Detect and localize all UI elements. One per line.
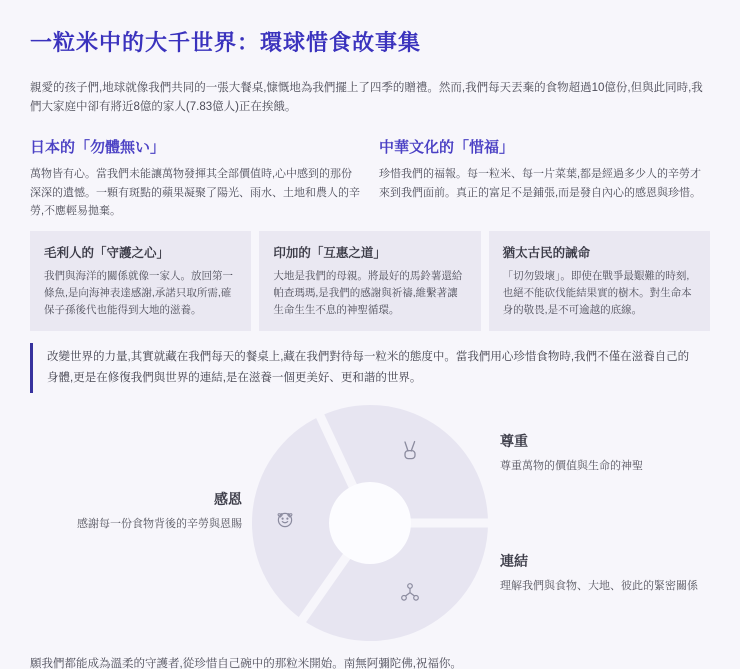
respect-title: 尊重 bbox=[500, 432, 528, 449]
card-jewish bbox=[489, 231, 710, 331]
connection-title: 連結 bbox=[500, 552, 528, 569]
card-maori bbox=[30, 231, 251, 331]
card-maori-body: 我們與海洋的關係就像一家人。放回第一條魚,是向海神表達感謝,承諾只取所需,確保子孫後代也能得到大地的滋養。 bbox=[44, 270, 233, 317]
tradition-cards bbox=[30, 231, 710, 331]
values-donut-chart bbox=[30, 401, 710, 649]
card-inca bbox=[259, 231, 480, 331]
gratitude-desc: 感謝每一份食物背後的辛勞與恩賜 bbox=[77, 517, 242, 530]
gratitude-title: 感恩 bbox=[214, 490, 242, 507]
card-jewish-body: 「切勿毀壞」。即使在戰爭最艱難的時刻,也絕不能砍伐能結果實的樹木。對生命本身的敬畏,是不可逾越的底線。 bbox=[502, 270, 692, 317]
donut-label-gratitude bbox=[30, 489, 242, 533]
section-chinese-body: 珍惜我們的福報。每一粒米、每一片菜葉,都是經過多少人的辛勞才來到我們面前。真正的富足不是鋪張,而是發自內心的感恩與珍惜。 bbox=[379, 167, 702, 199]
donut-label-connection bbox=[500, 551, 698, 595]
card-inca-body: 大地是我們的母親。將最好的馬鈴薯還給帕查瑪瑪,是我們的感謝與祈禱,維繫著讓生命生生不息的神聖循環。 bbox=[273, 270, 463, 317]
card-inca-heading: 印加的「互惠之道」 bbox=[273, 246, 386, 261]
donut-label-respect bbox=[500, 431, 643, 475]
section-japan bbox=[30, 136, 361, 222]
culture-sections bbox=[30, 136, 710, 222]
closing-blessing: 願我們都能成為溫柔的守護者,從珍惜自己碗中的那粒米開始。南無阿彌陀佛,祝福你。 bbox=[30, 657, 462, 669]
donut-chart-graphic bbox=[240, 393, 500, 653]
card-maori-heading: 毛利人的「守護之心」 bbox=[44, 246, 170, 261]
section-chinese-heading: 中華文化的「惜福」 bbox=[379, 138, 515, 156]
card-jewish-heading: 猶太古民的誡命 bbox=[502, 246, 591, 261]
respect-desc: 尊重萬物的價值與生命的神聖 bbox=[500, 459, 643, 472]
pull-quote: 改變世界的力量,其實就藏在我們每天的餐桌上,藏在我們對待每一粒米的態度中。當我們用心珍惜食物時,我們不僅在滋養自己的身體,更是在修復我們與世界的連結,是在滋養一個更美好、更和諧的世界。 bbox=[30, 343, 710, 392]
section-chinese bbox=[379, 136, 710, 222]
page-title: 一粒米中的大千世界：環球惜食故事集 bbox=[30, 30, 422, 55]
section-japan-heading: 日本的「勿體無い」 bbox=[30, 138, 166, 156]
intro-paragraph: 親愛的孩子們,地球就像我們共同的一張大餐桌,慷慨地為我們擺上了四季的贈禮。然而,我們每天丟棄的食物超過10億份,但與此同時,我們大家庭中卻有將近8億的家人(7.83億人)正在挨餓。 bbox=[30, 82, 703, 114]
donut-hole bbox=[329, 482, 411, 564]
section-japan-body: 萬物皆有心。當我們未能讓萬物發揮其全部價值時,心中感到的那份深深的遺憾。一顆有斑點的蘋果凝聚了陽光、雨水、土地和農人的辛勞,不應輕易拋棄。 bbox=[30, 167, 360, 218]
connection-desc: 理解我們與食物、大地、彼此的緊密關係 bbox=[500, 579, 698, 592]
